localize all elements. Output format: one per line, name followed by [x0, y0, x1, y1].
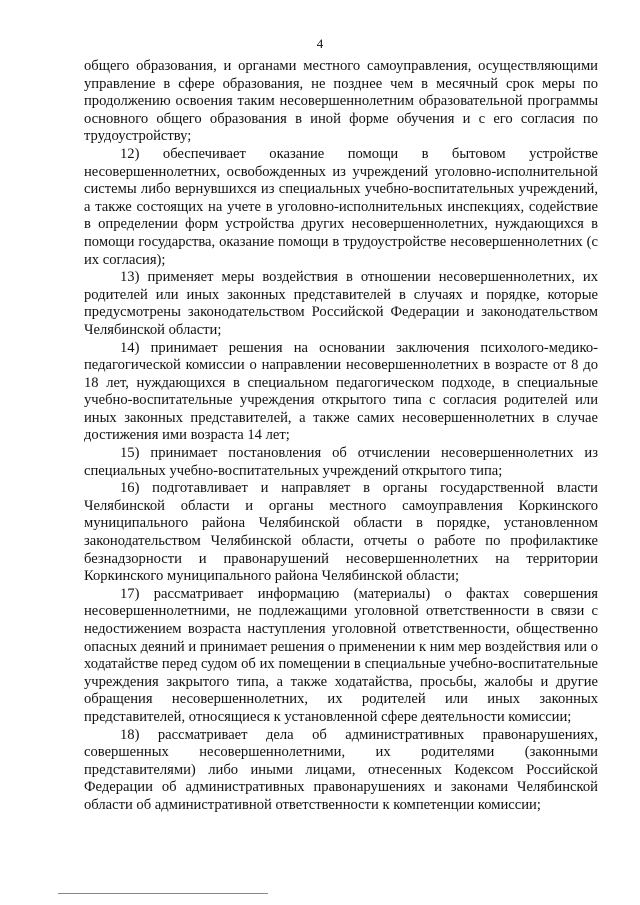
paragraph-item-12: 12) обеспечивает оказание помощи в бытовом устройстве несовершеннолетних, освобожденных из учреждений уголовно-исполнительной системы либо вернувшихся из специальных учебно-воспитательных учреждений, а также состоящих на учете в уголовно-исполнительных инспекциях, содействие в определении форм устройства других несовершеннолетних, нуждающихся в помощи государства, оказание помощи в трудоустройстве несовершеннолетних (с их согласия);	[84, 145, 598, 268]
paragraph-item-15: 15) принимает постановления об отчислении несовершеннолетних из специальных учебно-воспитательных учреждений открытого типа;	[84, 445, 598, 479]
paragraph-item-16: 16) подготавливает и направляет в органы государственной власти Челябинской области и органы местного самоуправления Коркинского муниципального района Челябинской области в порядке, установленном законодательством Челябинской области, отчеты о работе по профилактике безнадзорности и правонарушений несовершеннолетних на территории Коркинского муниципального района Челябинской области;	[84, 480, 598, 585]
paragraph-item-14: 14) принимает решения на основании заключения психолого-медико-педагогической комиссии о направлении несовершеннолетних в возрасте от 8 до 18 лет, нуждающихся в специальном педагогическом подходе, в специальные учебно-воспитательные учреждения открытого типа с согласия родителей или иных законных представителей, а также самих несовершеннолетних в случае достижения ими возраста 14 лет;	[84, 339, 598, 444]
bottom-divider	[58, 893, 268, 894]
document-body	[84, 58, 598, 815]
paragraph-item-13: 13) применяет меры воздействия в отношении несовершеннолетних, их родителей или иных законных представителей в случаях и порядке, которые предусмотрены законодательством Российской Федерации и законодательством Челябинской области;	[84, 269, 598, 338]
page-number: 4	[316, 36, 324, 51]
paragraph-item-17: 17) рассматривает информацию (материалы) о фактах совершения несовершеннолетними, не подлежащими уголовной ответственности в связи с недостижением возраста наступления уголовной ответственности, общественно опасных деяний и принимает решения о применении к ним мер воздействия или о ходатайстве перед судом об их помещении в специальные учебно-воспитательные учреждения закрытого типа, а также ходатайства, просьбы, жалобы и другие обращения несовершеннолетних, их родителей или иных законных представителей, относящиеся к установленной сфере деятельности комиссии;	[84, 585, 598, 725]
paragraph-item-18: 18) рассматривает дела об административных правонарушениях, совершенных несовершеннолетними, их родителями (законными представителями) либо иными лицами, отнесенных Кодексом Российской Федерации об административных правонарушениях и законами Челябинской области об административной ответственности к компетенции комиссии;	[84, 726, 598, 813]
paragraph-continuation: общего образования, и органами местного самоуправления, осуществляющими управление в сфере образования, не позднее чем в месячный срок меры по продолжению освоения таким несовершеннолетним образовательной программы основного общего образования в иной форме обучения и с его согласия по трудоустройству;	[84, 58, 598, 145]
